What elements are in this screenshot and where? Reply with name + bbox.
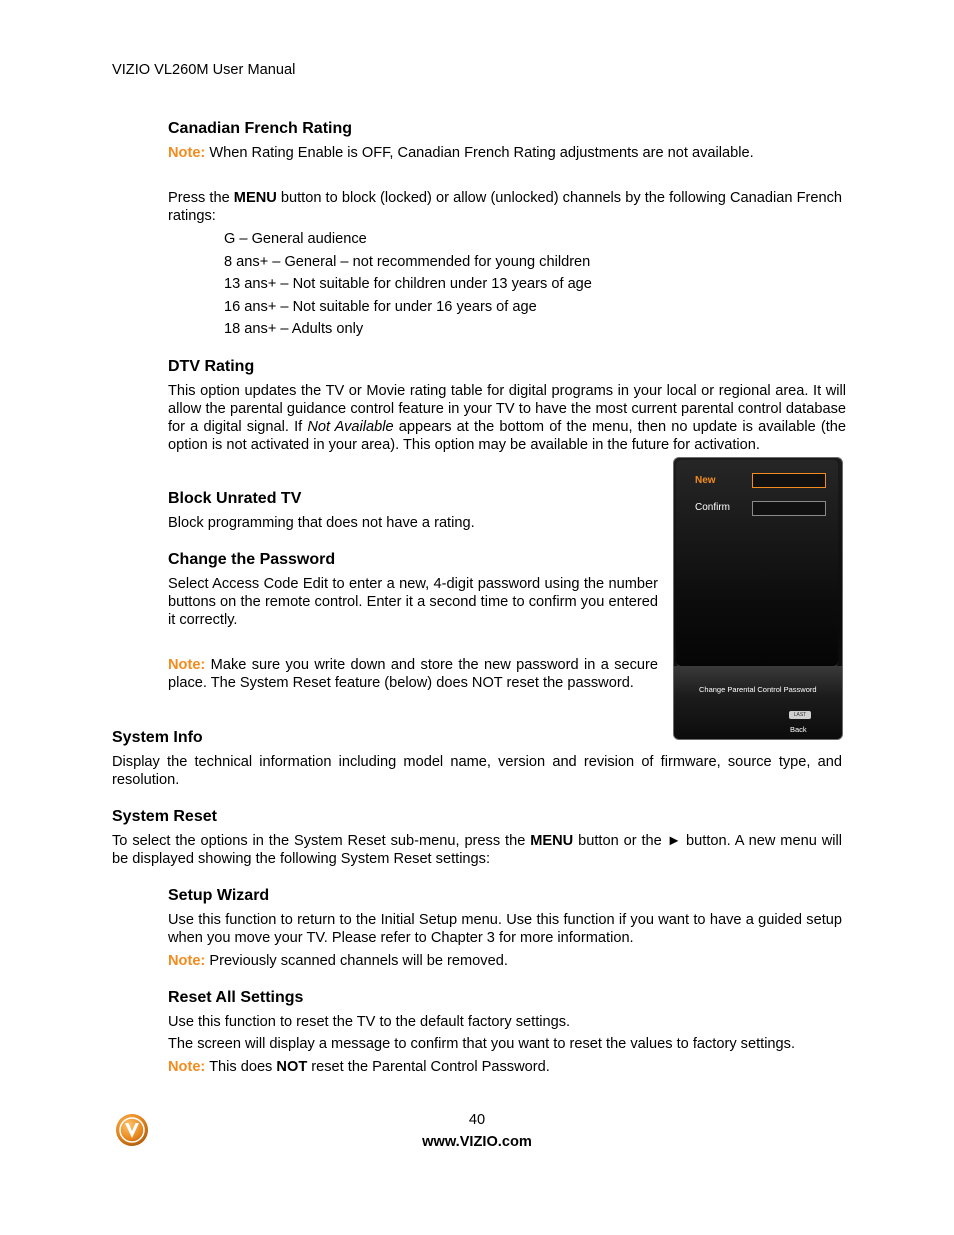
text: This option updates the TV or Movie rating table for digital programs in your local or regional area. It will allow the parental guidance control feature in your TV to have the most current parental control database for a digital signal. If <box>168 383 846 435</box>
text: appears at the bottom of the menu, then no update is available (the option is not activated in your area). This option may be available in the future for activation. <box>168 419 846 453</box>
sysinfo-paragraph: Display the technical information including model name, version and revision of firmware, source type, and resolution. <box>112 754 842 788</box>
document-header: VIZIO VL260M User Manual <box>112 62 296 78</box>
menu-keyword: MENU <box>233 190 277 206</box>
menu-keyword: MENU <box>530 833 574 849</box>
tv-menu-screenshot <box>673 457 843 740</box>
note-text: When Rating Enable is OFF, Canadian French Rating adjustments are not available. <box>205 145 754 161</box>
tv-menu-title: Change Parental Control Password <box>699 685 817 694</box>
wizard-note <box>168 952 508 970</box>
resetall-paragraph-2: The screen will display a message to confirm that you want to reset the values to factory settings. <box>168 1036 796 1052</box>
page-number: 40 <box>468 1112 486 1128</box>
section-title-setup-wizard: Setup Wizard <box>168 887 270 904</box>
note-label: Note: <box>168 145 206 161</box>
note-text: This does <box>205 1059 277 1075</box>
dtv-paragraph <box>168 382 846 454</box>
note-label: Note: <box>168 1059 206 1075</box>
resetall-paragraph-1: Use this function to reset the TV to the default factory settings. <box>168 1014 571 1030</box>
note-label: Note: <box>168 657 206 673</box>
canadian-note <box>168 144 754 162</box>
tv-menu-bottom-bar <box>674 666 842 739</box>
confirm-password-field <box>752 501 826 516</box>
footer-url[interactable]: www.VIZIO.com <box>422 1134 532 1150</box>
note-text: Make sure you write down and store the new password in a secure place. The System Reset feature (below) does NOT reset the password. <box>168 657 658 691</box>
section-title-dtv-rating: DTV Rating <box>168 358 255 375</box>
canadian-press-paragraph <box>168 189 842 225</box>
section-title-system-info: System Info <box>112 729 203 746</box>
password-paragraph: Select Access Code Edit to enter a new, 4-digit password using the number buttons on the remote control. Enter it a second time to confirm you entered it correctly. <box>168 576 658 628</box>
rating-item: G – General audience <box>224 231 367 247</box>
block-paragraph: Block programming that does not have a rating. <box>168 515 475 531</box>
sysreset-paragraph <box>112 832 842 868</box>
resetall-note <box>168 1058 550 1076</box>
rating-item: 16 ans+ – Not suitable for under 16 years of age <box>224 299 537 315</box>
text: Press the <box>168 190 234 206</box>
wizard-paragraph: Use this function to return to the Initial Setup menu. Use this function if you want to have a guided setup when you move your TV. Please refer to Chapter 3 for more information. <box>168 912 842 946</box>
text: To select the options in the System Reset sub-menu, press the <box>112 833 531 849</box>
section-title-change-password: Change the Password <box>168 551 336 568</box>
note-text: Previously scanned channels will be removed. <box>205 953 508 969</box>
note-text: reset the Parental Control Password. <box>307 1059 550 1075</box>
section-title-system-reset: System Reset <box>112 808 217 825</box>
new-password-label: New <box>695 475 716 486</box>
rating-item: 13 ans+ – Not suitable for children under 13 years of age <box>224 276 592 292</box>
not-keyword: NOT <box>276 1059 308 1075</box>
section-title-reset-all-settings: Reset All Settings <box>168 989 304 1006</box>
section-title-canadian-french-rating: Canadian French Rating <box>168 120 353 137</box>
note-label: Note: <box>168 953 206 969</box>
section-title-block-unrated-tv: Block Unrated TV <box>168 490 302 507</box>
rating-item: 18 ans+ – Adults only <box>224 321 364 337</box>
rating-item: 8 ans+ – General – not recommended for young children <box>224 254 591 270</box>
password-note <box>168 656 658 692</box>
text: button or the ► button. A new menu will be displayed showing the following System Reset settings: <box>112 833 842 867</box>
text: button to block (locked) or allow (unlocked) channels by the following Canadian French ratings: <box>168 190 842 224</box>
back-label: Back <box>790 725 807 734</box>
last-button-icon: LAST <box>789 711 811 719</box>
tv-menu-panel <box>676 460 838 667</box>
confirm-password-label: Confirm <box>695 502 731 513</box>
not-available-term: Not Available <box>307 419 394 435</box>
new-password-field <box>752 473 826 488</box>
